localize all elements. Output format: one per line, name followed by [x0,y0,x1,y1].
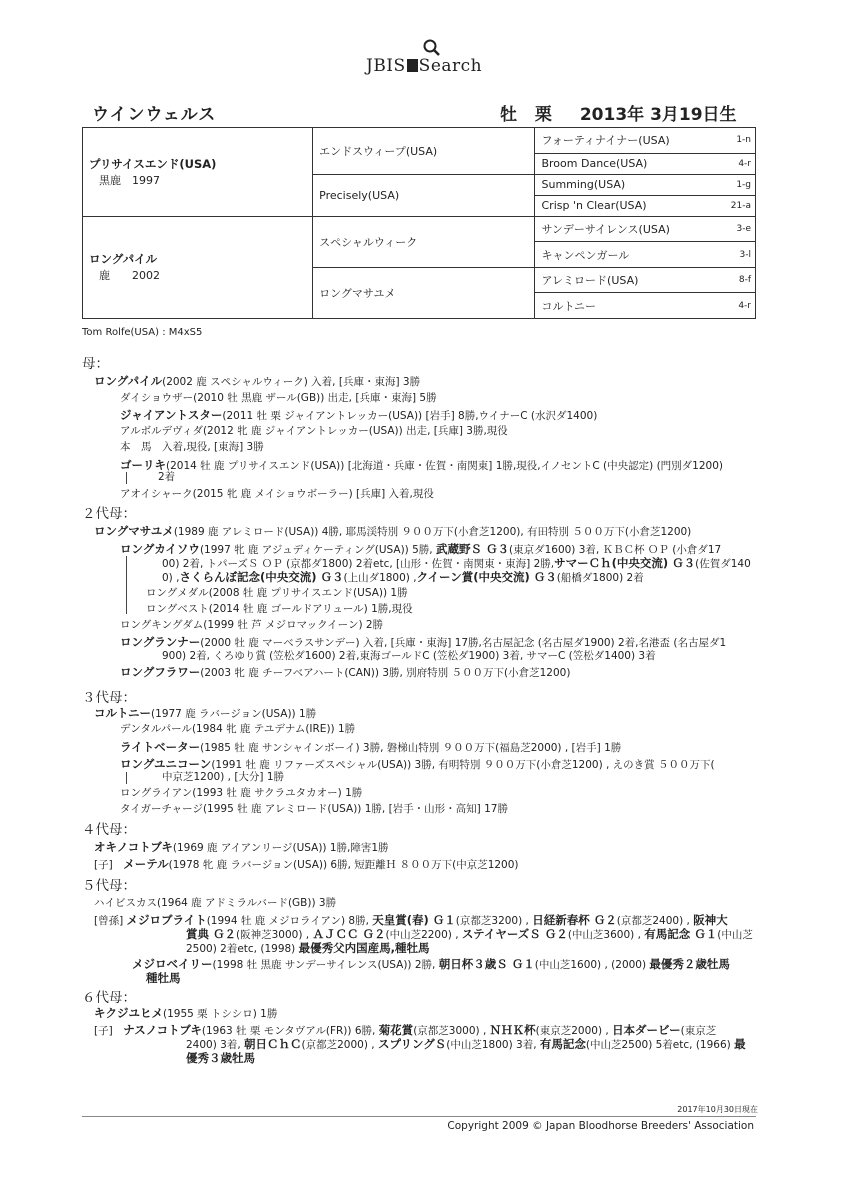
pedigree-ggp-8: コルトニー [535,293,717,319]
dam-name: ロングパイル [89,252,158,267]
pedigree-ggp-1: フォーティナイナー(USA) [535,128,717,154]
jbis-search-logo [366,38,496,82]
list-item: ロングランナー(2000 牡 鹿 マーベラスサンデー) 入着, [兵庫・東海] 17勝,名古屋記念 (名古屋ダ1900) 2着,名港盃 (名古屋ダ1 [120,635,727,649]
list-item: ロングマサユメ(1989 鹿 アレミロード(USA)) 4勝, 耶馬渓特別 ９００万下(小倉芝1200), 有田特別 ５００万下(小倉芝1200) [94,524,692,538]
list-item: 本 馬 入着,現役, [東海] 3勝 [120,441,264,453]
list-item-cont: 2500) 2着etc, (1998) 最優秀父内国産馬,種牡馬 [186,941,430,955]
as-of-date: 2017年10月30日現在 [677,1105,758,1114]
horse-info [500,100,749,125]
list-item: ゴーリキ(2014 牡 鹿 プリサイスエンド(USA)) [北海道・兵庫・佐賀・南関東] 1勝,現役,イノセントC (中央認定) (門別ダ1200) [120,458,723,472]
list-item: ロングユニコーン(1991 牡 鹿 リファーズスペシャル(USA)) 3勝, 有明特別 ９００万下(小倉芝1200) , えのき賞 ５００万下( [120,757,715,771]
list-item: ロングライアン(1993 牡 鹿 サクラユタカオー) 1勝 [120,787,363,799]
horse-sex: 牡 [500,105,517,125]
pedigree-dd: ロングマサユメ [313,267,535,318]
pedigree-sd: Precisely(USA) [313,174,535,216]
family-code: 4-r [717,293,755,319]
horse-name: ウインウェルス [92,105,217,125]
list-item: ロングパイル(2002 鹿 スペシャルウィーク) 入着, [兵庫・東海] 3勝 [94,374,421,388]
list-item-cont: 優秀３歳牡馬 [186,1051,255,1065]
pedigree-ggp-2: Broom Dance(USA) [535,153,717,174]
pedigree-ggp-4: Crisp 'n Clear(USA) [535,195,717,216]
pedigree-ggp-3: Summing(USA) [535,174,717,195]
pedigree-table [82,127,756,319]
family-code: 1-g [717,174,755,195]
pedigree-ggp-7: アレミロード(USA) [535,267,717,293]
logo-text-left: JBIS [366,56,406,76]
list-item: ロングカイソウ(1997 牝 鹿 アジュディケーティング(USA)) 5勝, 武蔵野Ｓ Ｇ３(東京ダ1600) 3着, ＫＢＣ杯 ＯＰ (小倉ダ17 [120,542,722,556]
copyright: Copyright 2009 © Japan Bloodhorse Breeders' Association [447,1120,754,1132]
list-item: オキノコトブキ(1969 鹿 アイアンリージ(USA)) 1勝,障害1勝 [94,840,389,854]
divider [82,1116,756,1117]
list-item: キクジユヒメ(1955 栗 トシシロ) 1勝 [94,1006,278,1020]
magnifier-icon [422,38,440,56]
family-code: 8-f [717,267,755,293]
list-item-cont: 00) 2着, トパーズＳ ＯＰ (京都ダ1800) 2着etc, [山形・佐賀・南関東・東海] 2勝,サマーＣｈ(中央交流) Ｇ３(佐賀ダ140 [162,556,751,570]
sire-info: 黒鹿 1997 [99,173,160,187]
list-item: ロングベスト(2014 牡 鹿 ゴールドアリュール) 1勝,現役 [146,603,413,615]
logo-text-right: Search [418,56,483,76]
list-item: コルトニー(1977 鹿 ラバージョン(USA)) 1勝 [94,706,317,720]
list-item: デンタルパール(1984 牝 鹿 テユデナム(IRE)) 1勝 [120,723,356,735]
horse-color: 栗 [534,105,552,125]
section-3rd-dam: ３代母： [82,690,136,706]
list-item: タイガーチャージ(1995 牡 鹿 アレミロード(USA)) 1勝, [岩手・山形・高知] 17勝 [120,803,508,815]
pedigree-ds: スペシャルウィーク [313,216,535,267]
list-item: [子] ナスノコトブキ(1963 牡 栗 モンタヴアル(FR)) 6勝, 菊花賞(京都芝3000) , ＮＨＫ杯(東京芝2000) , 日本ダービー(東京芝 [94,1023,717,1037]
list-item: ジャイアントスター(2011 牡 栗 ジャイアントレッカー(USA)) [岩手] 8勝,ウイナーC (水沢ダ1400) [120,408,598,422]
pedigree-ggp-5: サンデーサイレンス(USA) [535,216,717,242]
dam-info: 鹿 2002 [99,269,160,283]
list-item: [曾孫] メジロブライト(1994 牡 鹿 メジロライアン) 8勝, 天皇賞(春) Ｇ１(京都芝3200) , 日経新春杯 Ｇ２(京都芝2400) , 阪神大 [94,913,728,927]
list-item: ライトベーター(1985 牡 鹿 サンシャインボーイ) 3勝, 磐梯山特別 ９００万下(福島芝2000) , [岩手] 1勝 [120,740,622,754]
section-4th-dam: ４代母： [82,822,136,838]
pedigree-ggp-6: キャンペンガール [535,242,717,268]
section-6th-dam: ６代母： [82,990,136,1006]
pedigree-dam [83,216,313,318]
list-item: ハイビスカス(1964 鹿 アドミラルバード(GB)) 3勝 [94,897,337,909]
horse-birth: 2013年 3月19日生 [579,105,737,125]
list-item-cont: 0) ,さくらんぼ記念(中央交流) Ｇ３(上山ダ1800) ,クイーン賞(中央交流) Ｇ３(船橋ダ1800) 2着 [162,570,644,584]
list-item: ロングキングダム(1999 牡 芦 メジロマックイーン) 2勝 [120,619,384,631]
list-item: ロングメダル(2008 牡 鹿 プリサイスエンド(USA)) 1勝 [146,587,408,599]
section-dam: 母： [82,356,109,372]
list-item: メジロベイリー(1998 牡 黒鹿 サンデーサイレンス(USA)) 2勝, 朝日杯３歳Ｓ Ｇ１(中山芝1600) , (2000) 最優秀２歳牡馬 [132,957,730,971]
list-item-cont: 種牡馬 [146,971,181,985]
list-item-cont: 2着 [158,471,176,483]
family-code: 1-n [717,128,755,154]
list-item-cont: 2400) 3着, 朝日ＣｈＣ(京都芝2000) , スプリングＳ(中山芝1800) 3着, 有馬記念(中山芝2500) 5着etc, (1966) 最 [186,1037,746,1051]
list-item-cont: 900) 2着, くろゆり賞 (笠松ダ1600) 2着,東海ゴールドC (笠松ダ1900) 3着, サマーC (笠松ダ1400) 3着 [162,650,656,662]
sire-name: プリサイスエンド(USA) [89,156,217,171]
family-code: 4-r [717,153,755,174]
list-item-cont: 賞典 Ｇ２(阪神芝3000) , ＡＪＣＣ Ｇ２(中山芝2200) , ステイヤーズＳ Ｇ２(中山芝3600) , 有馬記念 Ｇ１(中山芝 [186,927,753,941]
family-code: 21-a [717,195,755,216]
inbreeding-note: Tom Rolfe(USA) : M4xS5 [82,327,203,338]
section-2nd-dam: ２代母： [82,506,136,522]
list-item: アオイシャーク(2015 牝 鹿 メイショウボーラー) [兵庫] 入着,現役 [120,488,434,500]
pedigree-ss: エンドスウィープ(USA) [313,128,535,175]
list-item: アルボルデヴィダ(2012 牝 鹿 ジャイアントレッカー(USA)) 出走, [兵庫] 3勝,現役 [120,425,508,437]
list-item: ロングフラワー(2003 牝 鹿 チーフベアハート(CAN)) 3勝, 別府特別 ５００万下(小倉芝1200) [120,665,571,679]
family-code: 3-l [717,242,755,268]
list-item-cont: 中京芝1200) , [大分] 1勝 [162,771,285,783]
list-item: [子] メーテル(1978 牝 鹿 ラバージョン(USA)) 6勝, 短距離Ｈ ８００万下(中京芝1200) [94,857,519,871]
list-item: ダイショウザー(2010 牡 黒鹿 ザール(GB)) 出走, [兵庫・東海] 5勝 [120,392,437,404]
logo-square-icon [407,59,418,72]
family-code: 3-e [717,216,755,242]
section-5th-dam: ５代母： [82,878,136,894]
pedigree-sire [83,128,313,217]
